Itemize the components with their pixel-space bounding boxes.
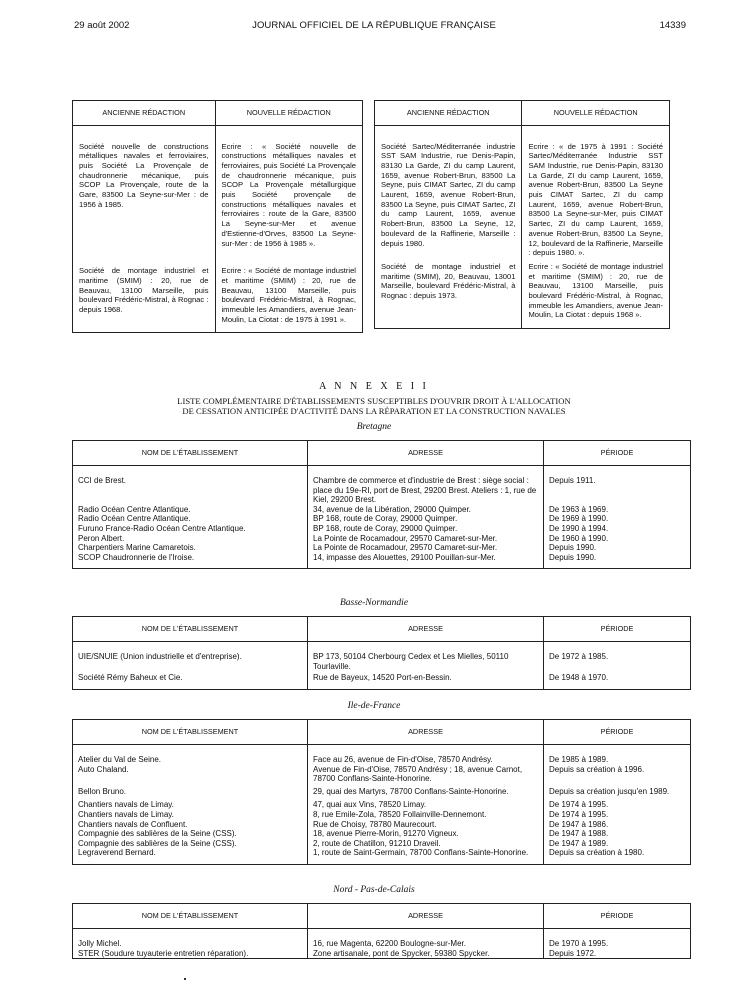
col-period-header: PÉRIODE [544,720,691,745]
table-row [73,810,691,820]
page-number: 14339 [659,20,686,31]
establishment-address: 29, quai des Martyrs, 78700 Conflans-Sainte-Honorine. [308,784,544,797]
establishment-period: Depuis 1911. [544,476,691,505]
establishment-address: Face au 26, avenue de Fin-d'Oise, 78570 Andrésy. [308,755,544,765]
establishment-name: Bellon Bruno. [73,784,308,797]
establishment-address: 1, route de Saint-Germain, 78700 Conflans-Sainte-Honorine. [308,848,544,864]
establishment-period: Depuis 1972. [544,949,691,959]
establishment-period: De 1960 à 1990. [544,534,691,544]
establishment-name: STER (Soudure tuyauterie entretien réparation). [73,949,308,959]
establishment-address: BP 168, route de Coray, 29000 Quimper. [308,514,544,524]
establishment-period: De 1969 à 1990. [544,514,691,524]
establishment-name: Peron Albert. [73,534,308,544]
establishment-address: BP 173, 50104 Cherbourg Cedex et Les Mielles, 50110 Tourlaville. [308,652,544,671]
table-row [73,755,691,765]
col-new-header: NOUVELLE RÉDACTION [522,101,670,126]
col-address-header: ADRESSE [308,904,544,929]
comparison-row [73,248,363,333]
establishment-period: Depuis sa création à 1996. [544,765,691,784]
new-text: Ecrire : « Société nouvelle de constructions métalliques navales et ferroviaires, puis Société La Provençale de chaudronnerie mécanique, puis SCOP La Provençale métallurgique puis Société provençale de constructions métalliques navales et ferroviaires : route de la Gare, 83500 La Seyne-sur-Mer et avenue d'Estienne-d'Orves, 83500 La Seyne-sur-Mer : de 1956 à 1985 ». [215,142,363,249]
establishments-table-ile-de-france [72,719,691,865]
comparison-table-right [374,100,670,329]
establishment-address: 16, rue Magenta, 62200 Boulogne-sur-Mer. [308,939,544,949]
table-row [73,524,691,534]
establishment-period: De 1974 à 1995. [544,796,691,810]
establishment-period: Depuis sa création à 1980. [544,848,691,864]
establishment-name: Auto Chaland. [73,765,308,784]
establishment-address: 47, quai aux Vins, 78520 Limay. [308,796,544,810]
establishment-address: Rue de Bayeux, 14520 Port-en-Bessin. [308,671,544,689]
stray-dot [184,978,186,980]
old-text: Société Sartec/Méditerranée industrie SST SAM Industrie, rue Denis-Papin, 83130 La Garde, ZI du camp Laurent, 1659, avenue Robert-Brun, 83500 La Seyne, puis CIMAT Sartec, ZI du camp Laurent, 1659, avenue Robert-Brun, 83500 La Seyne, puis CIMAT Sartec, ZI du camp Laurent, 1659, avenue Robert-Brun, 83500 La Seyne, 12, boulevard de la Raffinerie, Marseille : depuis 1980. [375,142,522,258]
establishment-address: Zone artisanale, pont de Spycker, 59380 Spycker. [308,949,544,959]
establishment-name: Chantiers navals de Limay. [73,796,308,810]
establishment-name: Radio Océan Centre Atlantique. [73,505,308,515]
establishment-name: Chantiers navals de Confluent. [73,820,308,830]
establishment-period: De 1974 à 1995. [544,810,691,820]
establishments-table-nord-pas-de-calais [72,903,691,959]
establishment-address: Rue de Choisy, 78780 Maurecourt. [308,820,544,830]
establishment-address: Chambre de commerce et d'industrie de Brest : siège social : place du 19e-RI, port de Brest, 29200 Brest. Ateliers : 1, rue de Kiel, 29200 Brest. [308,476,544,505]
table-row [73,820,691,830]
region-title-basse-normandie: Basse-Normandie [339,598,409,608]
journal-title: JOURNAL OFFICIEL DE LA RÉPUBLIQUE FRANÇAISE [252,20,496,31]
table-row [73,939,691,949]
establishment-period: De 1972 à 1985. [544,652,691,671]
annexe-subtitle-line: DE CESSATION ANTICIPÉE D'ACTIVITÉ DANS LA RÉPARATION ET LA CONSTRUCTION NAVALES [182,406,566,416]
establishment-address: 34, avenue de la Libération, 29000 Quimper. [308,505,544,515]
establishment-period: De 1963 à 1969. [544,505,691,515]
establishment-address: Avenue de Fin-d'Oise, 78570 Andrésy ; 18, avenue Carnot, 78700 Conflans-Sainte-Honorine. [308,765,544,784]
establishment-name: UIE/SNUIE (Union industrielle et d'entreprise). [73,652,308,671]
table-row [73,553,691,569]
table-row [73,514,691,524]
col-period-header: PÉRIODE [544,441,691,466]
establishment-address: La Pointe de Rocamadour, 29570 Camaret-sur-Mer. [308,534,544,544]
establishment-address: 14, impasse des Alouettes, 29100 Pouillan-sur-Mer. [308,553,544,569]
establishment-name: SCOP Chaudronnerie de l'Iroise. [73,553,308,569]
table-row [73,765,691,784]
table-row [73,848,691,864]
comparison-row [375,258,670,329]
old-text: Société de montage industriel et maritime (SMIM), 20, Beauvau, 13001 Marseille, boulevard Frédéric-Mistral, à Rognac : depuis 1973. [375,258,522,329]
col-old-header: ANCIENNE RÉDACTION [73,101,216,126]
col-name-header: NOM DE L'ÉTABLISSEMENT [73,904,308,929]
establishment-name: Charpentiers Marine Camaretois. [73,543,308,553]
establishment-period: De 1970 à 1995. [544,939,691,949]
establishment-name: Compagnie des sablières de la Seine (CSS). [73,839,308,849]
establishment-name: Chantiers navals de Limay. [73,810,308,820]
establishment-address: 8, rue Emile-Zola, 78520 Follainville-Dennemont. [308,810,544,820]
establishment-name: Jolly Michel. [73,939,308,949]
table-row [73,784,691,797]
col-new-header: NOUVELLE RÉDACTION [215,101,363,126]
establishment-address: BP 168, route de Coray, 29000 Quimper. [308,524,544,534]
table-row [73,476,691,505]
establishment-address: 18, avenue Pierre-Morin, 91270 Vigneux. [308,829,544,839]
table-row [73,671,691,689]
table-row [73,505,691,515]
col-name-header: NOM DE L'ÉTABLISSEMENT [73,617,308,642]
establishment-name: Legraverend Bernard. [73,848,308,864]
establishment-period: De 1990 à 1994. [544,524,691,534]
establishment-address: 2, route de Chatillon, 91210 Draveil. [308,839,544,849]
establishment-period: De 1985 à 1989. [544,755,691,765]
annexe-title: A N N E X E I I [319,381,429,392]
comparison-row [73,142,363,249]
old-text: Société nouvelle de constructions métalliques navales et ferroviaires, puis Société La Provençale de chaudronnerie mécanique, puis SCOP La Provençale, route de la Gare, 83500 La Seyne-sur-Mer : de 1956 à 1985. [73,142,216,249]
establishment-name: Société Rémy Baheux et Cie. [73,671,308,689]
col-period-header: PÉRIODE [544,617,691,642]
table-row [73,829,691,839]
col-address-header: ADRESSE [308,617,544,642]
region-title-nord-pas-de-calais: Nord - Pas-de-Calais [333,885,415,895]
table-row [73,652,691,671]
new-text: Ecrire : « de 1975 à 1991 : Société Sartec/Méditerranée Industrie SST SAM Industrie, rue Denis-Papin, 83130 La Garde, ZI du camp Laurent, 1659, avenue Robert-Brun, 83500 La Seyne puis CIMAT Sartec, ZI du camp Laurent, 1659, avenue Robert-Brun, 83500 La Seyne-sur-Mer, puis CIMAT Sartec, ZI du camp Laurent, 1659, avenue Robert-Brun, 83500 La Seyne, 12, boulevard de la Raffinerie, Marseille : depuis 1980. ». [522,142,670,258]
col-name-header: NOM DE L'ÉTABLISSEMENT [73,720,308,745]
establishments-table-basse-normandie [72,616,691,690]
establishment-name: Atelier du Val de Seine. [73,755,308,765]
establishment-period: De 1947 à 1988. [544,829,691,839]
establishment-name: CCI de Brest. [73,476,308,505]
establishment-period: Depuis sa création jusqu'en 1989. [544,784,691,797]
old-text: Société de montage industriel et maritime (SMIM) : 20, rue de Beauvau, 13100 Marseille, puis boulevard Frédéric-Mistral, à Rognac : depuis 1968. [73,248,216,333]
col-address-header: ADRESSE [308,441,544,466]
new-text: Ecrire : « Société de montage industriel et maritime (SMIM) : 20, rue de Beauvau, 13100 Marseille, puis boulevard Frédéric-Mistral, à Rognac, immeuble les Amandiers, avenue Jean-Moulin, La Ciotat : de 1975 à 1991 ». [215,248,363,333]
establishment-period: De 1948 à 1970. [544,671,691,689]
establishment-period: Depuis 1990. [544,553,691,569]
table-row [73,534,691,544]
col-address-header: ADRESSE [308,720,544,745]
region-title-ile-de-france: Ile-de-France [347,701,401,711]
establishment-period: De 1947 à 1986. [544,820,691,830]
table-row [73,543,691,553]
establishment-address: La Pointe de Rocamadour, 29570 Camaret-sur-Mer. [308,543,544,553]
annexe-subtitle [0,396,748,416]
page-date: 29 août 2002 [74,20,130,31]
annexe-subtitle-line: LISTE COMPLÉMENTAIRE D'ÉTABLISSEMENTS SUSCEPTIBLES D'OUVRIR DROIT À L'ALLOCATION [177,396,571,406]
region-title-bretagne: Bretagne [356,422,392,432]
table-row [73,839,691,849]
new-text: Ecrire : « Société de montage industriel et maritime (SMIM) : 20, rue de Beauvau, 13100 Marseille, puis boulevard Frédéric-Mistral, à Rognac, immeuble les Amandiers, avenue Jean-Moulin, La Ciotat : depuis 1968 ». [522,258,670,329]
col-old-header: ANCIENNE RÉDACTION [375,101,522,126]
col-period-header: PÉRIODE [544,904,691,929]
establishment-name: Furuno France-Radio Océan Centre Atlantique. [73,524,308,534]
col-name-header: NOM DE L'ÉTABLISSEMENT [73,441,308,466]
comparison-row [375,142,670,258]
table-row [73,796,691,810]
establishment-name: Compagnie des sablières de la Seine (CSS). [73,829,308,839]
establishment-period: De 1947 à 1989. [544,839,691,849]
establishment-period: Depuis 1990. [544,543,691,553]
comparison-table-left [72,100,363,333]
table-row [73,949,691,959]
establishments-table-bretagne [72,440,691,569]
establishment-name: Radio Océan Centre Atlantique. [73,514,308,524]
